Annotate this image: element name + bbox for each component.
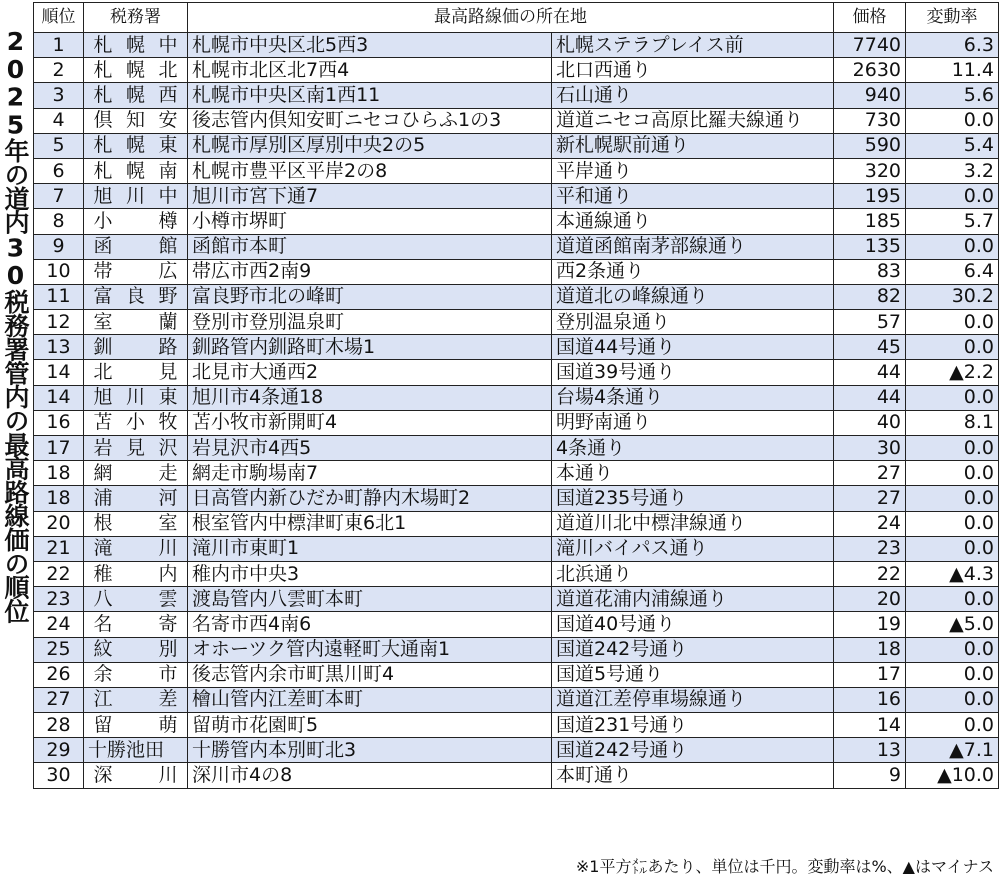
office-cell [84,637,188,662]
address-cell: 函館市本町 [188,234,552,259]
rank-cell: 21 [34,536,84,561]
office-cell [84,133,188,158]
address-cell: 富良野市北の峰町 [188,284,552,309]
office-cell [84,310,188,335]
change-cell: 0.0 [906,637,999,662]
address-cell: 根室管内中標津町東6北1 [188,511,552,536]
price-cell: 83 [834,259,906,284]
office-name: 稚 内 [93,562,178,585]
rank-cell: 2 [34,58,84,83]
change-cell: 0.0 [906,108,999,133]
office-name: 倶 知 安 [93,109,178,132]
rank-cell: 25 [34,637,84,662]
table-row [34,637,999,662]
office-name: 深 川 [93,764,178,787]
price-cell: 7740 [834,33,906,58]
office-cell [84,158,188,183]
address-cell: 稚内市中央3 [188,561,552,586]
street-cell: 台場4条通り [552,385,834,410]
table-row [34,33,999,58]
office-name: 浦 河 [93,486,178,509]
table-row [34,687,999,712]
office-cell [84,259,188,284]
table-row [34,561,999,586]
street-cell: 国道242号通り [552,738,834,763]
office-cell [84,184,188,209]
header-rank: 順位 [34,3,84,33]
table-row [34,83,999,108]
table-header-row [34,3,999,33]
rank-cell: 3 [34,83,84,108]
change-cell: 8.1 [906,410,999,435]
price-cell: 27 [834,461,906,486]
office-name: 北 見 [93,361,178,384]
rank-cell: 13 [34,335,84,360]
table-row [34,436,999,461]
price-cell: 195 [834,184,906,209]
address-cell: 北見市大通西2 [188,360,552,385]
address-cell: オホーツク管内遠軽町大通南1 [188,637,552,662]
change-cell: 0.0 [906,385,999,410]
price-cell: 135 [834,234,906,259]
office-name: 釧 路 [93,335,178,358]
table-row [34,234,999,259]
change-cell: 5.4 [906,133,999,158]
office-name: 帯 広 [93,260,178,283]
address-cell: 札幌市豊平区平岸2の8 [188,158,552,183]
address-cell: 後志管内余市町黒川町4 [188,662,552,687]
rank-cell: 18 [34,461,84,486]
table-row [34,310,999,335]
office-cell [84,58,188,83]
change-cell: ▲5.0 [906,612,999,637]
address-cell: 旭川市宮下通7 [188,184,552,209]
change-cell: 0.0 [906,184,999,209]
address-cell: 深川市4の8 [188,763,552,788]
street-cell: 国道235号通り [552,486,834,511]
office-cell [84,461,188,486]
change-cell: 6.4 [906,259,999,284]
street-cell: 国道39号通り [552,360,834,385]
change-cell: 0.0 [906,662,999,687]
address-cell: 岩見沢市4西5 [188,436,552,461]
header-price: 価格 [834,3,906,33]
rank-cell: 23 [34,587,84,612]
table-row [34,284,999,309]
change-cell: 6.3 [906,33,999,58]
ranking-table [33,2,999,789]
office-cell [84,335,188,360]
rank-cell: 17 [34,436,84,461]
change-cell: ▲10.0 [906,763,999,788]
street-cell: 本町通り [552,763,834,788]
address-cell: 登別市登別温泉町 [188,310,552,335]
office-cell [84,234,188,259]
street-cell: 国道40号通り [552,612,834,637]
table-row [34,410,999,435]
address-cell: 日高管内新ひだか町静内木場町2 [188,486,552,511]
change-cell: 11.4 [906,58,999,83]
table-row [34,461,999,486]
address-cell: 札幌市北区北7西4 [188,58,552,83]
office-cell [84,587,188,612]
office-name: 網 走 [93,461,178,484]
change-cell: 30.2 [906,284,999,309]
table-body [34,33,999,789]
table-row [34,763,999,788]
address-cell: 十勝管内本別町北3 [188,738,552,763]
price-cell: 20 [834,587,906,612]
office-cell [84,486,188,511]
price-cell: 27 [834,486,906,511]
address-cell: 釧路管内釧路町木場1 [188,335,552,360]
street-cell: 国道5号通り [552,662,834,687]
street-cell: 道道函館南茅部線通り [552,234,834,259]
rank-cell: 27 [34,687,84,712]
price-cell: 22 [834,561,906,586]
price-cell: 24 [834,511,906,536]
address-cell: 網走市駒場南7 [188,461,552,486]
office-name: 余 市 [93,663,178,686]
street-cell: 北口西通り [552,58,834,83]
office-name: 札 幌 北 [93,58,178,81]
office-cell [84,436,188,461]
address-cell: 帯広市西2南9 [188,259,552,284]
office-cell [84,209,188,234]
office-name: 留 萌 [93,713,178,736]
office-name: 滝 川 [93,537,178,560]
change-cell: 0.0 [906,310,999,335]
rank-cell: 18 [34,486,84,511]
rank-cell: 9 [34,234,84,259]
change-cell: 0.0 [906,234,999,259]
address-cell: 札幌市中央区北5西3 [188,33,552,58]
price-cell: 185 [834,209,906,234]
rank-cell: 20 [34,511,84,536]
address-cell: 旭川市4条通18 [188,385,552,410]
office-name: 札 幌 西 [93,83,178,106]
price-cell: 45 [834,335,906,360]
rank-cell: 1 [34,33,84,58]
office-name: 富 良 野 [93,285,178,308]
table-row [34,612,999,637]
address-cell: 名寄市西4南6 [188,612,552,637]
rank-cell: 5 [34,133,84,158]
rank-cell: 12 [34,310,84,335]
price-cell: 13 [834,738,906,763]
change-cell: 0.0 [906,436,999,461]
office-cell [84,108,188,133]
office-name: 函 館 [93,235,178,258]
office-cell [84,713,188,738]
rank-cell: 26 [34,662,84,687]
office-cell [84,511,188,536]
street-cell: 国道231号通り [552,713,834,738]
table-row [34,158,999,183]
price-cell: 2630 [834,58,906,83]
address-cell: 留萌市花園町5 [188,713,552,738]
price-cell: 44 [834,360,906,385]
rank-cell: 6 [34,158,84,183]
rank-cell: 11 [34,284,84,309]
table-row [34,184,999,209]
price-cell: 19 [834,612,906,637]
office-name: 札 幌 南 [93,159,178,182]
table-row [34,58,999,83]
table-row [34,511,999,536]
office-name: 旭 川 中 [93,184,178,207]
office-name: 苫 小 牧 [93,411,178,434]
office-cell [84,561,188,586]
street-cell: 道道花浦内浦線通り [552,587,834,612]
address-cell: 後志管内倶知安町ニセコひらふ1の3 [188,108,552,133]
office-name: 室 蘭 [93,310,178,333]
price-cell: 730 [834,108,906,133]
street-cell: 道道北の峰線通り [552,284,834,309]
address-cell: 滝川市東町1 [188,536,552,561]
change-cell: 3.2 [906,158,999,183]
table-row [34,209,999,234]
price-cell: 590 [834,133,906,158]
change-cell: ▲2.2 [906,360,999,385]
office-cell [84,410,188,435]
street-cell: 石山通り [552,83,834,108]
street-cell: 新札幌駅前通り [552,133,834,158]
street-cell: 明野南通り [552,410,834,435]
price-cell: 320 [834,158,906,183]
price-cell: 30 [834,436,906,461]
price-cell: 940 [834,83,906,108]
street-cell: 道道ニセコ高原比羅夫線通り [552,108,834,133]
rank-cell: 22 [34,561,84,586]
office-name: 江 差 [93,688,178,711]
table-row [34,738,999,763]
address-cell: 渡島管内八雲町本町 [188,587,552,612]
office-name: 根 室 [93,512,178,535]
office-cell [84,83,188,108]
change-cell: 0.0 [906,536,999,561]
office-cell [84,536,188,561]
office-name: 紋 別 [93,638,178,661]
price-cell: 14 [834,713,906,738]
table-row [34,662,999,687]
street-cell: 国道44号通り [552,335,834,360]
rank-cell: 8 [34,209,84,234]
price-cell: 44 [834,385,906,410]
street-cell: 道道江差停車場線通り [552,687,834,712]
street-cell: 登別温泉通り [552,310,834,335]
rank-cell: 24 [34,612,84,637]
rank-cell: 14 [34,385,84,410]
office-cell [84,763,188,788]
address-cell: 檜山管内江差町本町 [188,687,552,712]
office-name: 札 幌 東 [93,134,178,157]
office-name: 十 勝 池 田 [88,738,165,761]
price-cell: 82 [834,284,906,309]
office-name: 小 樽 [93,209,178,232]
change-cell: 5.7 [906,209,999,234]
street-cell: 本通り [552,461,834,486]
office-cell [84,33,188,58]
rank-cell: 4 [34,108,84,133]
price-cell: 16 [834,687,906,712]
rank-cell: 14 [34,360,84,385]
office-name: 名 寄 [93,612,178,635]
street-cell: 札幌ステラプレイス前 [552,33,834,58]
street-cell: 滝川バイパス通り [552,536,834,561]
address-cell: 札幌市厚別区厚別中央2の5 [188,133,552,158]
street-cell: 国道242号通り [552,637,834,662]
rank-cell: 7 [34,184,84,209]
change-cell: ▲4.3 [906,561,999,586]
rank-cell: 30 [34,763,84,788]
office-cell [84,662,188,687]
page-title: 2025年の道内30税務署管内の最高路線価の順位 [1,27,30,623]
table-row [34,713,999,738]
office-cell [84,284,188,309]
street-cell: 道道川北中標津線通り [552,511,834,536]
office-cell [84,385,188,410]
table-row [34,385,999,410]
table-row [34,335,999,360]
table-row [34,133,999,158]
header-change: 変動率 [906,3,999,33]
change-cell: 5.6 [906,83,999,108]
price-cell: 9 [834,763,906,788]
office-cell [84,687,188,712]
price-cell: 57 [834,310,906,335]
office-name: 岩 見 沢 [93,436,178,459]
office-cell [84,360,188,385]
street-cell: 西2条通り [552,259,834,284]
street-cell: 北浜通り [552,561,834,586]
table-row [34,108,999,133]
office-cell [84,738,188,763]
table-row [34,536,999,561]
price-cell: 23 [834,536,906,561]
street-cell: 平岸通り [552,158,834,183]
table-row [34,587,999,612]
change-cell: 0.0 [906,713,999,738]
address-cell: 苫小牧市新開町4 [188,410,552,435]
price-cell: 18 [834,637,906,662]
rank-cell: 28 [34,713,84,738]
change-cell: ▲7.1 [906,738,999,763]
table-row [34,360,999,385]
header-office: 税務署 [84,3,188,33]
change-cell: 0.0 [906,687,999,712]
change-cell: 0.0 [906,461,999,486]
header-location: 最高路線価の所在地 [188,3,834,33]
office-name: 八 雲 [93,587,178,610]
address-cell: 札幌市中央区南1西11 [188,83,552,108]
rank-cell: 10 [34,259,84,284]
change-cell: 0.0 [906,335,999,360]
price-cell: 40 [834,410,906,435]
office-name: 札 幌 中 [93,33,178,56]
table-row [34,259,999,284]
rank-cell: 16 [34,410,84,435]
street-cell: 4条通り [552,436,834,461]
street-cell: 本通線通り [552,209,834,234]
change-cell: 0.0 [906,486,999,511]
table-row [34,486,999,511]
footnote: ※1平方㍍あたり、単位は千円。変動率は%、▲はマイナス [575,857,994,876]
address-cell: 小樽市堺町 [188,209,552,234]
change-cell: 0.0 [906,587,999,612]
office-cell [84,612,188,637]
office-name: 旭 川 東 [93,386,178,409]
change-cell: 0.0 [906,511,999,536]
rank-cell: 29 [34,738,84,763]
price-cell: 17 [834,662,906,687]
street-cell: 平和通り [552,184,834,209]
